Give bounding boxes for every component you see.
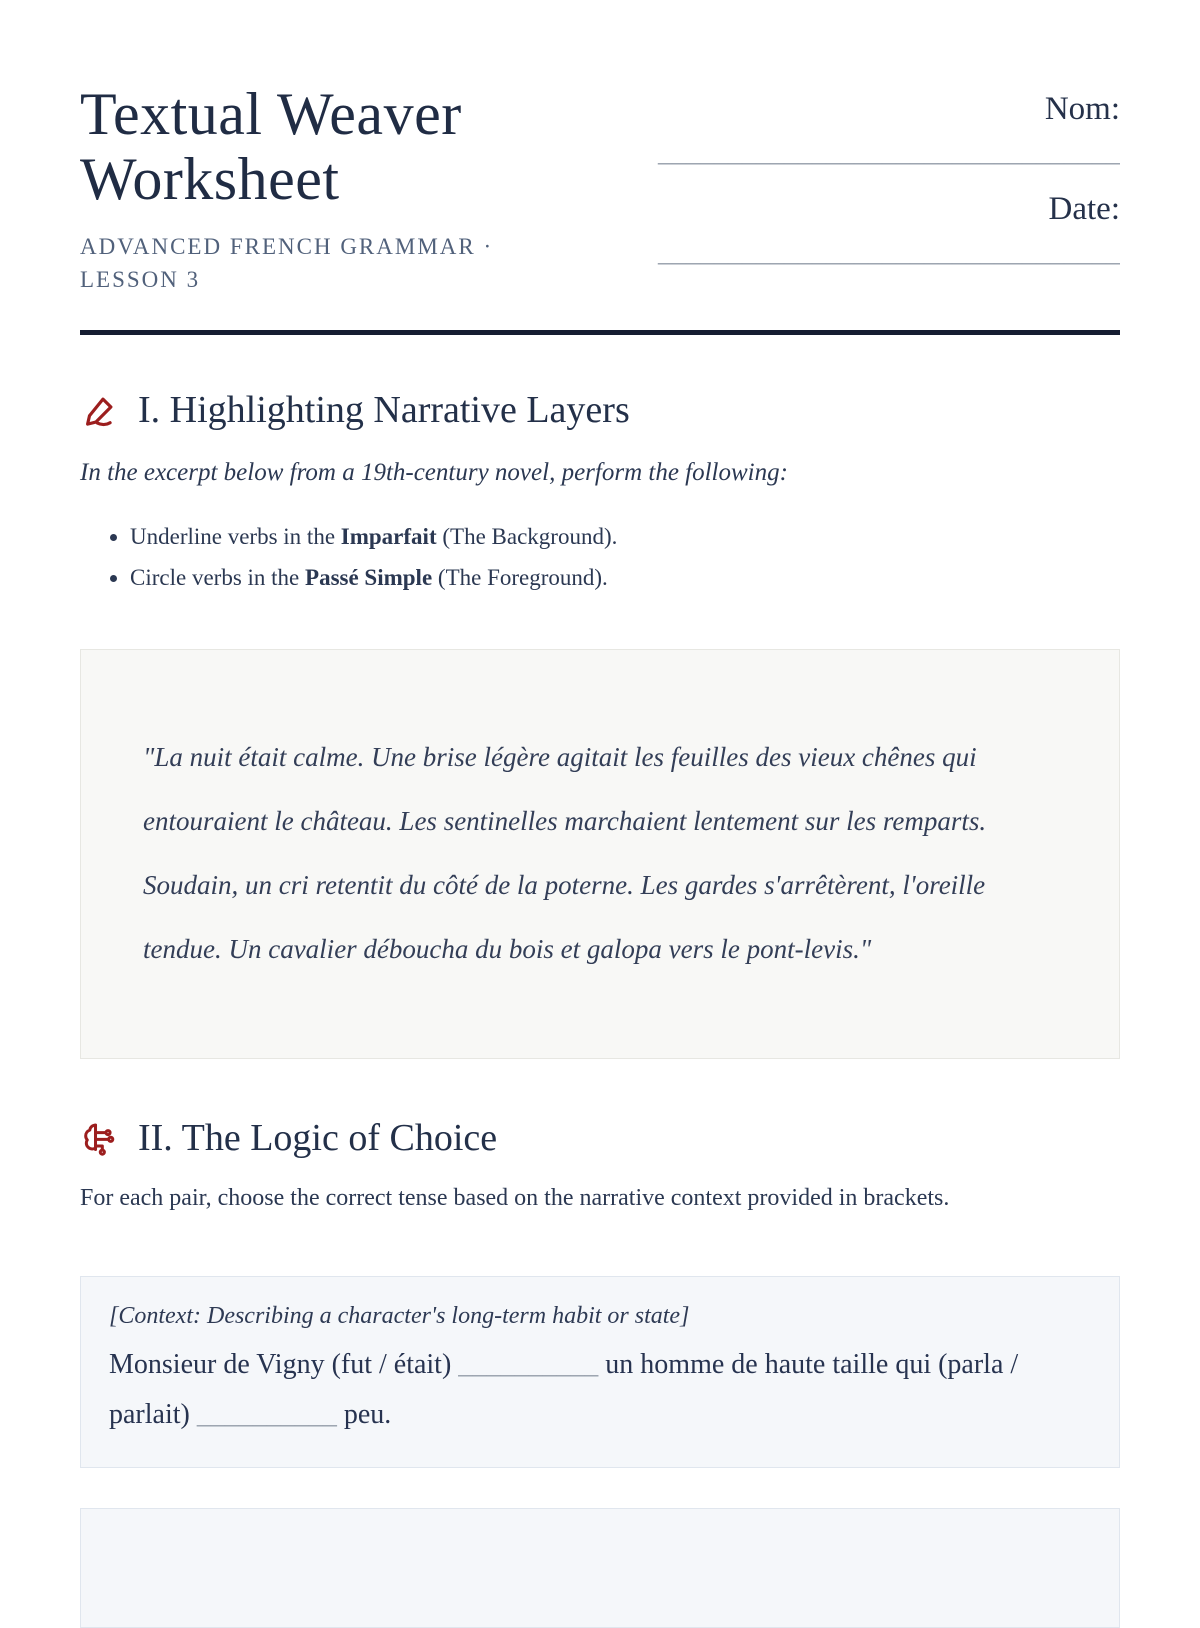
- section-1-heading-text: I. Highlighting Narrative Layers: [138, 389, 630, 432]
- sentence-text: peu.: [336, 1399, 392, 1431]
- blank-line: __________: [196, 1399, 337, 1431]
- name-field-line: _________________________________: [658, 136, 1120, 168]
- header-divider: [80, 330, 1120, 335]
- name-date-block: [652, 82, 1120, 288]
- task-text: Circle verbs in the: [130, 565, 306, 591]
- blank-line: __________: [458, 1348, 599, 1380]
- task-term: Passé Simple: [305, 565, 433, 591]
- name-field: [652, 88, 1120, 172]
- excerpt-box: [80, 649, 1120, 1059]
- exercise-card: [80, 1276, 1120, 1468]
- task-text: (The Background).: [436, 523, 618, 549]
- section-2-heading-text: II. The Logic of Choice: [138, 1117, 498, 1160]
- section-1: [80, 389, 1120, 1059]
- brain-icon: [80, 1120, 118, 1158]
- section-1-instruction: In the excerpt below from a 19th-century novel, perform the following:: [80, 458, 788, 486]
- task-item-underline: [130, 517, 1120, 556]
- header-title-block: [80, 82, 652, 296]
- date-field-label: Date:: [1048, 191, 1120, 228]
- name-field-label: Nom:: [1044, 91, 1120, 127]
- task-text: (The Foreground).: [432, 565, 608, 591]
- section-2-heading: [80, 1117, 1120, 1161]
- section-2-instruction: For each pair, choose the correct tense based on the narrative context provided in brackets.: [80, 1184, 950, 1211]
- highlighter-icon: [80, 392, 118, 430]
- sentence-text: un homme de haute taille qui (parla / parlait): [109, 1348, 1019, 1431]
- date-field: [652, 188, 1120, 272]
- date-field-line: _________________________________: [658, 236, 1120, 268]
- page-subtitle: ADVANCED FRENCH GRAMMAR · LESSON 3: [80, 233, 494, 292]
- task-text: Underline verbs in the: [130, 523, 341, 549]
- task-list: [80, 517, 1120, 597]
- excerpt-text: "La nuit était calme. Une brise légère agitait les feuilles des vieux chênes qui entouraient le château. Les sentinelles marchaient lentement sur les remparts. Soudain, un cri retentit du côté de la poterne. Les gardes s'arrêtèrent, l'oreille tendue. Un cavalier déboucha du bois et galopa vers le pont-levis.": [143, 742, 987, 965]
- exercise-sentence: [109, 1340, 1091, 1441]
- task-item-circle: [130, 558, 1120, 597]
- sentence-text: Monsieur de Vigny (fut / était): [109, 1348, 459, 1380]
- exercise-card-partial: [80, 1508, 1120, 1628]
- page-title: Textual Weaver Worksheet: [80, 81, 462, 212]
- header: [80, 82, 1120, 296]
- section-1-heading: [80, 389, 1120, 433]
- exercise-context: [Context: Describing a character's long-term habit or state]: [109, 1302, 690, 1329]
- section-2: [80, 1117, 1120, 1627]
- task-term: Imparfait: [340, 523, 437, 549]
